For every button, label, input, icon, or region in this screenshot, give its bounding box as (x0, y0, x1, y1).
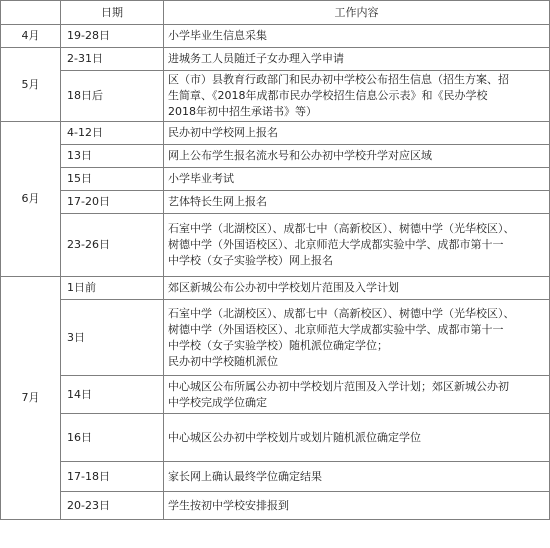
work-line: 2018年初中招生承诺书》等） (168, 105, 317, 118)
work-cell: 家长网上确认最终学位确定结果 (164, 462, 550, 492)
month-cell: 5月 (1, 48, 61, 122)
month-cell: 4月 (1, 25, 61, 48)
table-row (1, 191, 550, 214)
work-cell: 学生按初中学校安排报到 (164, 492, 550, 520)
work-cell (164, 376, 550, 414)
table-row (1, 71, 550, 122)
table-row (1, 414, 550, 462)
work-line: 生简章、《2018年成都市民办学校招生信息公示表》和《民办学校 (168, 89, 488, 102)
table-row (1, 48, 550, 71)
work-cell: 小学毕业考试 (164, 168, 550, 191)
work-line: 民办初中学校随机派位 (168, 354, 278, 368)
work-line: 区（市）县教育行政部门和民办初中学校公布招生信息（招生方案、招 (168, 73, 509, 86)
table-row (1, 376, 550, 414)
table-row (1, 214, 550, 277)
date-cell: 18日后 (61, 71, 164, 122)
table-row (1, 25, 550, 48)
date-cell: 1日前 (61, 277, 164, 300)
month-header (1, 1, 61, 25)
date-cell: 14日 (61, 376, 164, 414)
work-cell: 中心城区公办初中学校划片或划片随机派位确定学位 (164, 414, 550, 462)
work-cell: 小学毕业生信息采集 (164, 25, 550, 48)
month-cell: 6月 (1, 122, 61, 277)
work-line: 中学校（女子实验学校）网上报名 (168, 254, 333, 267)
work-line: 树德中学（外国语校区）、北京师范大学成都实验中学、成都市第十一 (168, 238, 504, 251)
date-cell: 17-18日 (61, 462, 164, 492)
work-line: 树德中学（外国语校区）、北京师范大学成都实验中学、成都市第十一 (168, 322, 504, 336)
work-cell: 艺体特长生网上报名 (164, 191, 550, 214)
month-cell: 7月 (1, 277, 61, 520)
header-row (1, 1, 550, 25)
work-cell (164, 71, 550, 122)
date-cell: 16日 (61, 414, 164, 462)
table-row (1, 168, 550, 191)
date-cell: 2-31日 (61, 48, 164, 71)
work-cell (164, 214, 550, 277)
date-cell: 3日 (61, 300, 164, 376)
work-cell: 民办初中学校网上报名 (164, 122, 550, 145)
date-cell: 4-12日 (61, 122, 164, 145)
table-row (1, 462, 550, 492)
date-cell: 23-26日 (61, 214, 164, 277)
table-row (1, 300, 550, 376)
work-header: 工作内容 (164, 1, 550, 25)
work-line: 中心城区公布所属公办初中学校划片范围及入学计划；郊区新城公办初 (168, 379, 509, 393)
work-cell: 网上公布学生报名流水号和公办初中学校升学对应区域 (164, 145, 550, 168)
date-cell: 20-23日 (61, 492, 164, 520)
table-row (1, 492, 550, 520)
date-header: 日期 (61, 1, 164, 25)
work-line: 石室中学（北湖校区）、成都七中（高新校区）、树德中学（光华校区）、 (168, 306, 515, 320)
table-row (1, 122, 550, 145)
date-cell: 13日 (61, 145, 164, 168)
work-cell: 郊区新城公布公办初中学校划片范围及入学计划 (164, 277, 550, 300)
date-cell: 19-28日 (61, 25, 164, 48)
work-line: 中学校（女子实验学校）随机派位确定学位； (168, 338, 388, 352)
table-row (1, 145, 550, 168)
date-cell: 17-20日 (61, 191, 164, 214)
date-cell: 15日 (61, 168, 164, 191)
work-line: 中学校完成学位确定 (168, 395, 267, 409)
work-cell (164, 300, 550, 376)
work-line: 石室中学（北湖校区）、成都七中（高新校区）、树德中学（光华校区）、 (168, 222, 515, 235)
table-row (1, 277, 550, 300)
work-cell: 进城务工人员随迁子女办理入学申请 (164, 48, 550, 71)
